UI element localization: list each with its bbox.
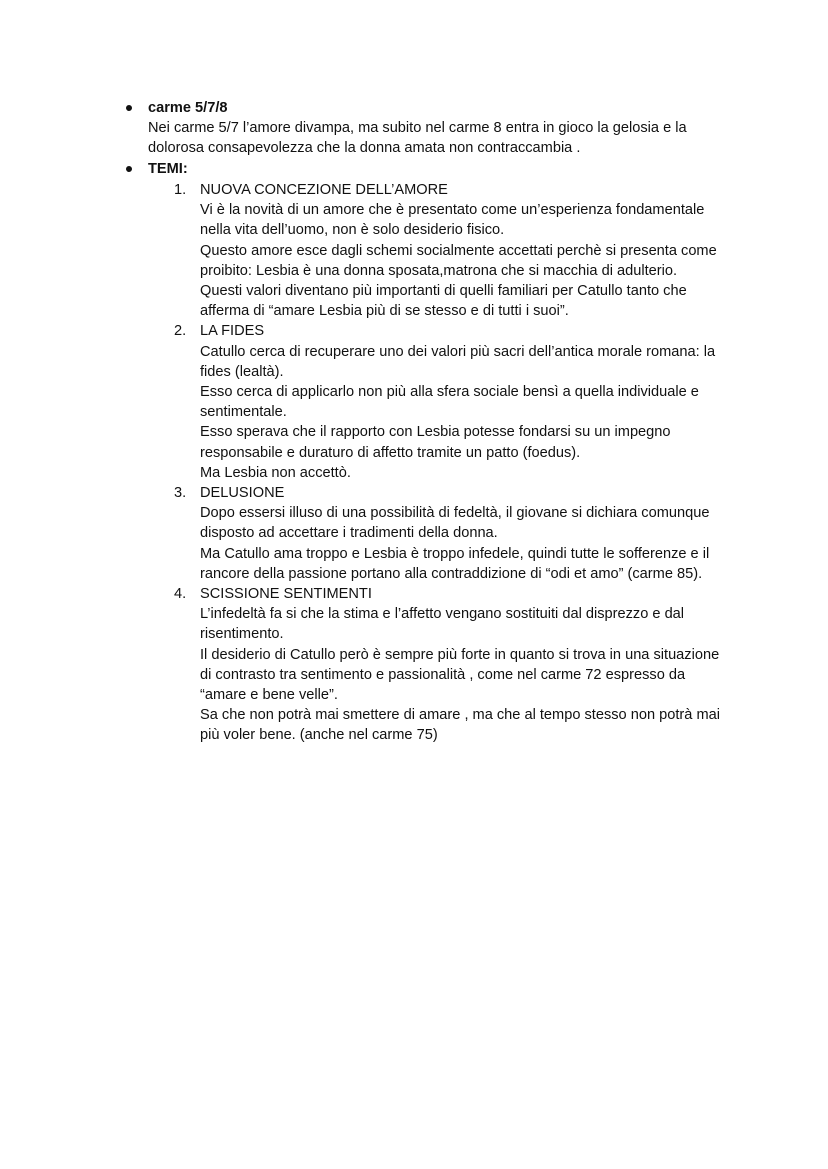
list-item-title: DELUSIONE <box>200 485 285 502</box>
list-item-paragraph: Vi è la novità di un amore che è presentato come un’esperienza fondamentale nella vita dell’uomo, non è solo desiderio fisico. <box>200 202 705 239</box>
bullet-heading-carme: carme 5/7/8 <box>148 100 228 116</box>
themes-numbered-list <box>174 180 734 746</box>
list-item-paragraph: Il desiderio di Catullo però è sempre più forte in quanto si trova in una situazione di contrasto tra sentimento e passionalità , come nel carme 72 espresso da “amare e bene velle”. <box>200 646 720 704</box>
list-number: 1. <box>174 182 187 198</box>
list-item-title: SCISSIONE SENTIMENTI <box>200 586 372 603</box>
list-number: 3. <box>174 485 187 502</box>
bullet-item-temi <box>126 159 746 179</box>
list-item <box>174 321 734 483</box>
paragraph-carme: Nei carme 5/7 l’amore divampa, ma subito nel carme 8 entra in gioco la gelosia e la dolorosa consapevolezza che la donna amata non contraccambia . <box>148 120 687 157</box>
list-item-paragraph: Questo amore esce dagli schemi socialmente accettati perchè si presenta come proibito: Lesbia è una donna sposata,matrona che si macchia di adulterio. <box>200 242 717 279</box>
list-item-paragraph: Esso cerca di applicarlo non più alla sfera sociale bensì a quella individuale e sentimentale. <box>200 384 699 421</box>
list-item-paragraph: Ma Lesbia non accettò. <box>200 464 351 481</box>
list-item-paragraph: Questi valori diventano più importanti di quelli familiari per Catullo tanto che afferma di “amare Lesbia più di se stesso e di tutti i suoi”. <box>200 283 687 320</box>
bullet-heading-temi: TEMI: <box>148 161 188 177</box>
list-number: 2. <box>174 323 187 340</box>
list-item <box>174 180 734 321</box>
list-item <box>174 584 734 746</box>
list-item-paragraph: L’infedeltà fa si che la stima e l’affetto vengano sostituiti dal disprezzo e dal risentimento. <box>200 606 685 643</box>
list-item <box>174 483 734 584</box>
list-item-paragraph: Ma Catullo ama troppo e Lesbia è troppo infedele, quindi tutte le sofferenze e il rancore della passione portano alla contraddizione di “odi et amo” (carme 85). <box>200 545 710 582</box>
list-item-title: LA FIDES <box>200 323 265 340</box>
list-item-paragraph: Catullo cerca di recuperare uno dei valori più sacri dell’antica morale romana: la fides (lealtà). <box>200 343 716 380</box>
bullet-dot-icon <box>126 166 132 172</box>
list-item-paragraph: Dopo essersi illuso di una possibilità di fedeltà, il giovane si dichiara comunque disposto ad accettare i tradimenti della donna. <box>200 505 710 542</box>
bullet-section-carme <box>126 98 746 159</box>
list-item-paragraph: Sa che non potrà mai smettere di amare , ma che al tempo stesso non potrà mai più voler bene. (anche nel carme 75) <box>200 707 720 744</box>
bullet-item-carme <box>126 98 746 159</box>
bullet-section-temi <box>126 159 746 179</box>
bullet-dot-icon <box>126 105 132 111</box>
list-item-paragraph: Esso sperava che il rapporto con Lesbia potesse fondarsi su un impegno responsabile e duraturo di affetto tramite un patto (foedus). <box>200 424 671 461</box>
list-item-title: NUOVA CONCEZIONE DELL’AMORE <box>200 182 448 198</box>
list-number: 4. <box>174 586 187 603</box>
